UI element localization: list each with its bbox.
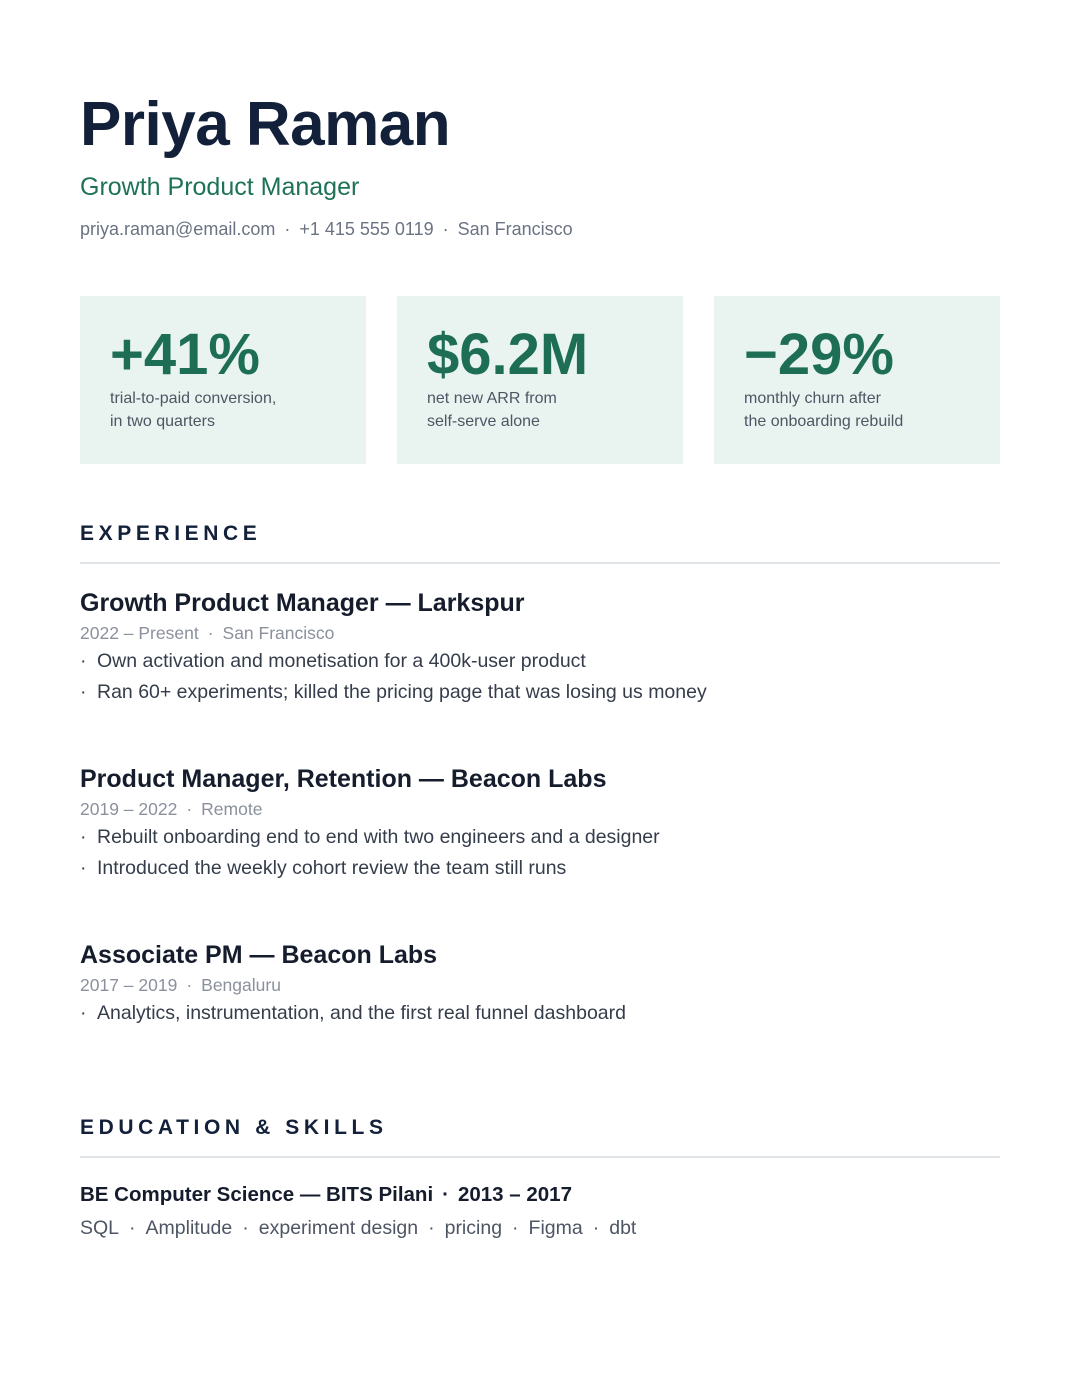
skill-item: Amplitude bbox=[145, 1217, 233, 1239]
section-divider bbox=[80, 1156, 1000, 1158]
skill-item: pricing bbox=[444, 1217, 503, 1239]
separator-dot: · bbox=[186, 799, 193, 819]
separator-dot: · bbox=[284, 219, 291, 239]
separator-dot: · bbox=[512, 1217, 519, 1239]
contact-phone[interactable]: +1 415 555 0119 bbox=[299, 219, 434, 239]
job-dates: 2019 – 2022 bbox=[80, 799, 178, 819]
job-bullet-text: Own activation and monetisation for a 400k-user product bbox=[97, 650, 586, 672]
job-bullet-text: Rebuilt onboarding end to end with two engineers and a designer bbox=[97, 826, 660, 848]
skill-item: Figma bbox=[528, 1217, 583, 1239]
job-meta bbox=[80, 621, 1000, 646]
stat-value: +41% bbox=[110, 322, 260, 387]
separator-dot: · bbox=[186, 975, 193, 995]
job-entry bbox=[80, 939, 1000, 1029]
job-bullet bbox=[80, 677, 1000, 708]
skills-list bbox=[80, 1214, 636, 1242]
job-entry bbox=[80, 587, 1000, 708]
job-role: Growth Product Manager bbox=[80, 173, 360, 201]
degree: BE Computer Science — BITS Pilani bbox=[80, 1183, 434, 1206]
contact-line bbox=[80, 216, 573, 242]
skill-item: SQL bbox=[80, 1217, 120, 1239]
stat-value: −29% bbox=[744, 322, 894, 387]
contact-location: San Francisco bbox=[457, 219, 573, 239]
skill-item: experiment design bbox=[258, 1217, 419, 1239]
education-years: 2013 – 2017 bbox=[457, 1183, 572, 1206]
bullet-dot: · bbox=[80, 1002, 87, 1024]
contact-email[interactable]: priya.raman@email.com bbox=[80, 219, 276, 239]
section-divider bbox=[80, 562, 1000, 564]
person-name: Priya Raman bbox=[80, 90, 451, 159]
job-title: Product Manager, Retention — Beacon Labs bbox=[80, 765, 607, 793]
job-bullet bbox=[80, 853, 1000, 884]
job-bullet bbox=[80, 822, 1000, 853]
job-bullet-text: Analytics, instrumentation, and the first real funnel dashboard bbox=[97, 1002, 626, 1024]
job-bullet bbox=[80, 646, 1000, 677]
stat-card bbox=[397, 296, 683, 464]
stat-card bbox=[714, 296, 1000, 464]
bullet-dot: · bbox=[80, 681, 87, 703]
separator-dot: · bbox=[592, 1217, 600, 1239]
stat-label-line: self-serve alone bbox=[427, 413, 540, 430]
job-location: Remote bbox=[201, 799, 263, 819]
job-dates: 2022 – Present bbox=[80, 623, 199, 643]
stat-card bbox=[80, 296, 366, 464]
stat-label-line: in two quarters bbox=[110, 413, 215, 430]
stat-label-line: trial-to-paid conversion, bbox=[110, 390, 277, 407]
job-location: Bengaluru bbox=[201, 975, 281, 995]
education-line bbox=[80, 1181, 572, 1209]
separator-dot: · bbox=[207, 623, 214, 643]
job-meta bbox=[80, 797, 1000, 822]
separator-dot: · bbox=[428, 1217, 435, 1239]
stat-label-line: the onboarding rebuild bbox=[744, 413, 904, 430]
bullet-dot: · bbox=[80, 857, 87, 879]
separator-dot: · bbox=[442, 1183, 449, 1206]
experience-heading: EXPERIENCE bbox=[80, 522, 262, 545]
separator-dot: · bbox=[129, 1217, 136, 1239]
job-title: Associate PM — Beacon Labs bbox=[80, 941, 438, 969]
separator-dot: · bbox=[242, 1217, 249, 1239]
skill-item: dbt bbox=[609, 1217, 637, 1239]
stat-value: $6.2M bbox=[427, 322, 589, 387]
job-meta bbox=[80, 973, 1000, 998]
stat-label-line: monthly churn after bbox=[744, 390, 881, 407]
bullet-dot: · bbox=[80, 650, 87, 672]
job-entry bbox=[80, 763, 1000, 884]
bullet-dot: · bbox=[80, 826, 87, 848]
job-title: Growth Product Manager — Larkspur bbox=[80, 589, 525, 617]
stats-row bbox=[80, 296, 1000, 464]
job-dates: 2017 – 2019 bbox=[80, 975, 178, 995]
job-location: San Francisco bbox=[222, 623, 335, 643]
job-bullet bbox=[80, 998, 1000, 1029]
stat-label-line: net new ARR from bbox=[427, 390, 557, 407]
stat-label bbox=[744, 387, 984, 433]
separator-dot: · bbox=[442, 219, 449, 239]
job-bullet-text: Ran 60+ experiments; killed the pricing page that was losing us money bbox=[97, 681, 707, 703]
job-bullet-text: Introduced the weekly cohort review the team still runs bbox=[97, 857, 567, 879]
education-heading: EDUCATION & SKILLS bbox=[80, 1116, 388, 1139]
stat-label bbox=[427, 387, 667, 433]
stat-label bbox=[110, 387, 350, 433]
